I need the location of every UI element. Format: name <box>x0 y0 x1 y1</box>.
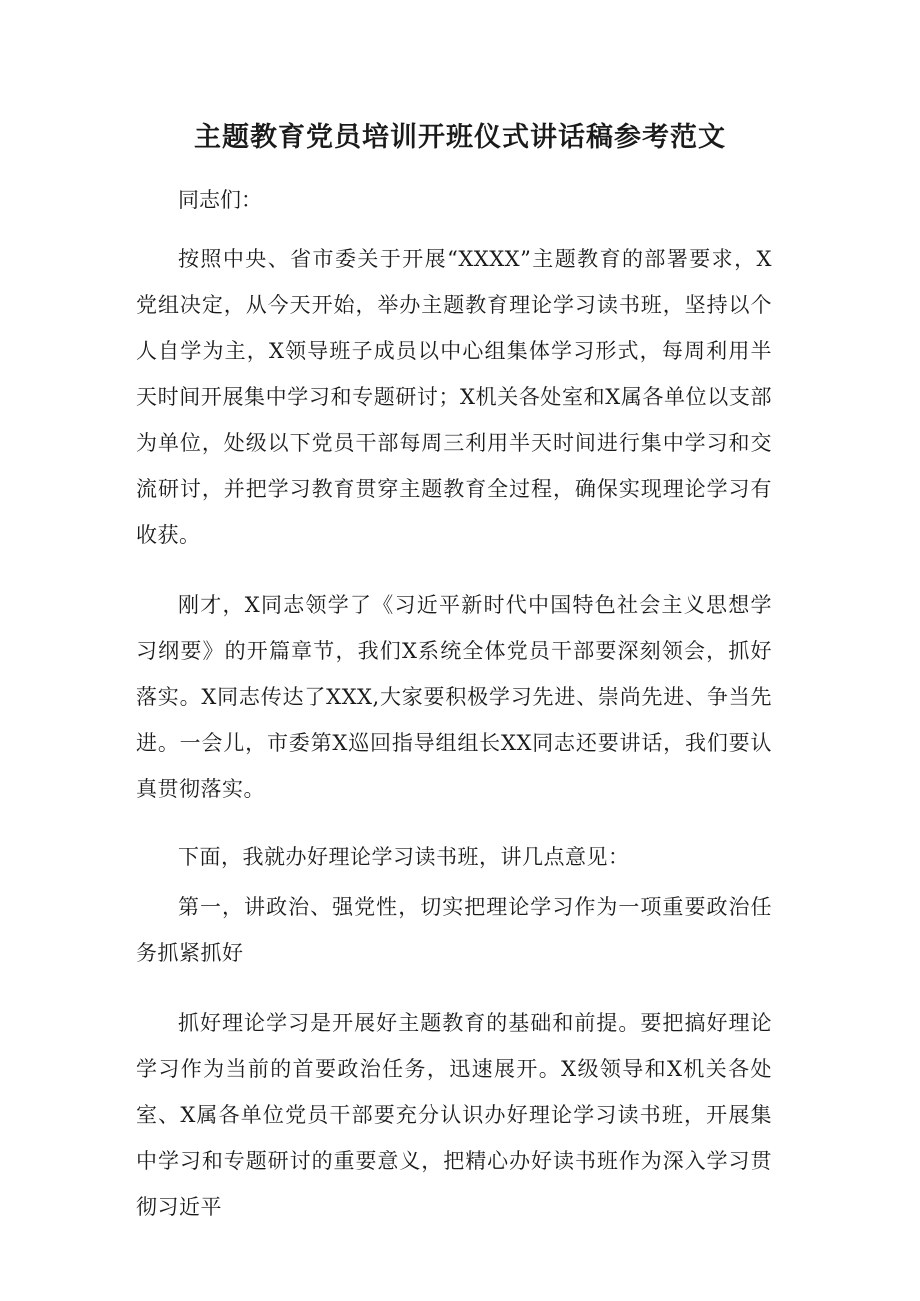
salutation: 同志们： <box>178 188 262 212</box>
document-title: 主题教育党员培训开班仪式讲话稿参考范文 <box>194 122 726 153</box>
section-heading-1: 第一，讲政治、强党性，切实把理论学习作为一项重要政治任务抓紧抓好 <box>136 895 772 965</box>
paragraph-2: 刚才，X同志领学了《习近平新时代中国特色社会主义思想学习纲要》的开篇章节，我们X系统全体党员干部要深刻领会，抓好落实。X同志传达了XXX,大家要积极学习先进、崇尚先进、争当先进。一会儿，市委第X巡回指导组组长XX同志还要讲话，我们要认真贯彻落实。 <box>136 593 772 801</box>
paragraph-1: 按照中央、省市委关于开展“XXXX”主题教育的部署要求，X党组决定，从今天开始，举办主题教育理论学习读书班，坚持以个人自学为主，X领导班子成员以中心组集体学习形式，每周利用半天时间开展集中学习和专题研讨；X机关各处室和X属各单位以支部为单位，处级以下党员干部每周三利用半天时间进行集中学习和交流研讨，并把学习教育贯穿主题教育全过程，确保实现理论学习有收获。 <box>136 247 772 547</box>
paragraph-3: 下面，我就办好理论学习读书班，讲几点意见： <box>178 845 630 869</box>
paragraph-4: 抓好理论学习是开展好主题教育的基础和前提。要把搞好理论学习作为当前的首要政治任务，迅速展开。X级领导和X机关各处室、X属各单位党员干部要充分认识办好理论学习读书班，开展集中学习和专题研讨的重要意义，把精心办好读书班作为深入学习贯彻习近平 <box>136 1011 772 1219</box>
